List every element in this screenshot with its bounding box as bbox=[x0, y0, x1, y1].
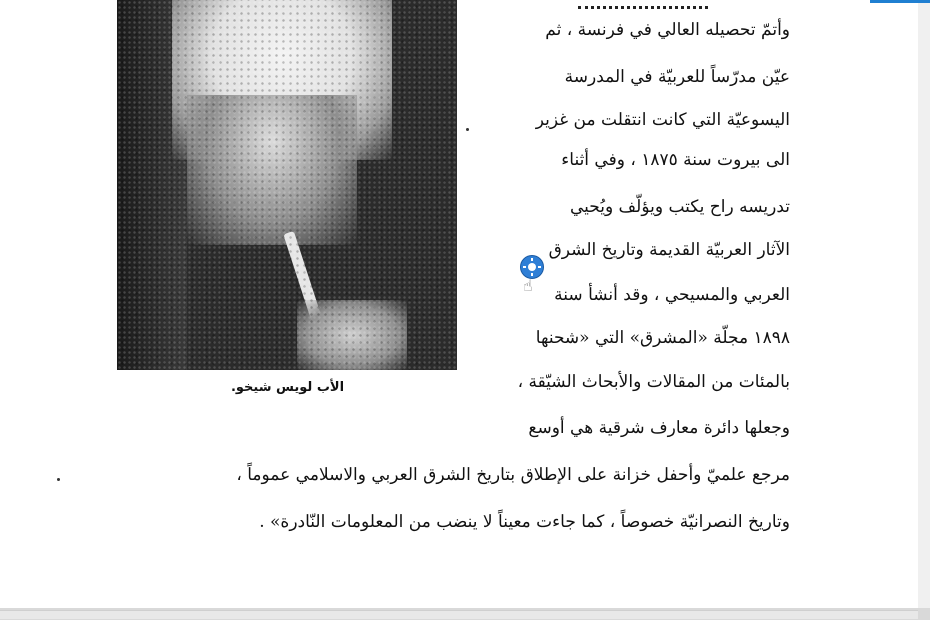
text-line: تدريسه راح يكتب ويؤلّف ويُحيي bbox=[569, 197, 790, 217]
portrait-photo bbox=[117, 0, 457, 370]
text-line: ١٨٩٨ مجلّة «المشرق» التي «شحنها bbox=[535, 328, 790, 348]
text-line: وأتمّ تحصيله العالي في فرنسة ، ثم bbox=[545, 20, 790, 40]
text-line: الآثار العربيّة القديمة وتاريخ الشرق bbox=[548, 240, 790, 260]
hand-cursor-icon: ☝ bbox=[523, 276, 533, 295]
print-speck bbox=[57, 478, 60, 481]
text-line: اليسوعيّة التي كانت انتقلت من غزير bbox=[535, 110, 790, 130]
text-line: مرجع علميّ وأحفل خزانة على الإطلاق بتاريخ الشرق العربي والاسلامي عموماً ، bbox=[236, 465, 790, 485]
photo-caption: الأب لويس شيخو. bbox=[230, 380, 345, 395]
text-line: الى بيروت سنة ١٨٧٥ ، وفي أثناء bbox=[561, 150, 790, 170]
text-line: بالمئات من المقالات والأبحاث الشيّقة ، bbox=[517, 372, 790, 392]
print-speck bbox=[466, 128, 469, 131]
text-line: وتاريخ النصرانيّة خصوصاً ، كما جاءت معيناً لا ينضب من المعلومات النّادرة» . bbox=[259, 512, 790, 532]
clipped-text-fragment bbox=[578, 0, 708, 9]
horizontal-scrollbar-thumb[interactable] bbox=[0, 610, 918, 619]
text-line: عيّن مدرّساً للعربيّة في المدرسة bbox=[564, 67, 790, 87]
window-accent-bar bbox=[870, 0, 930, 3]
text-line: العربي والمسيحي ، وقد أنشأ سنة bbox=[554, 285, 790, 305]
text-line: وجعلها دائرة معارف شرقية هي أوسع bbox=[528, 418, 790, 438]
horizontal-scrollbar[interactable] bbox=[0, 608, 930, 620]
vertical-gutter bbox=[918, 0, 930, 620]
